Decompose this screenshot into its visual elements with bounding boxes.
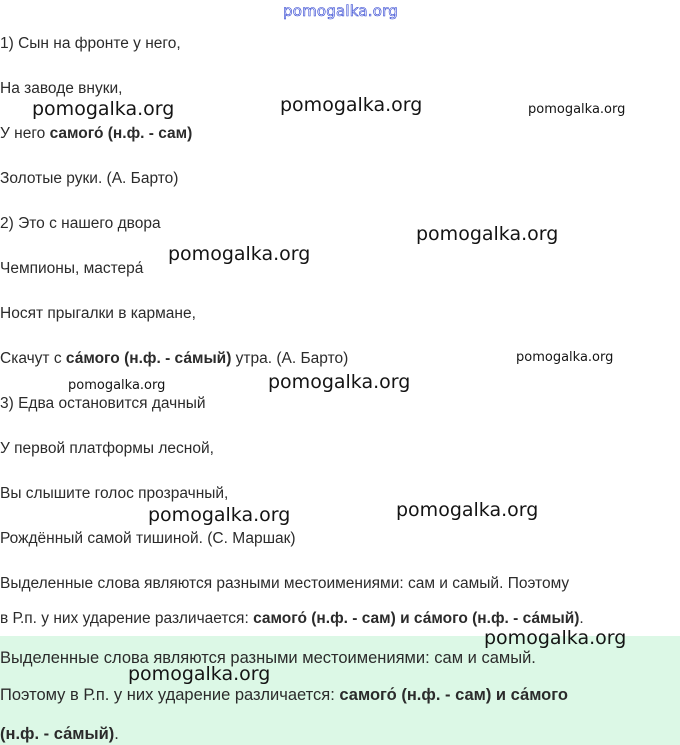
watermark: pomogalka.org: [528, 102, 626, 117]
watermark: pomogalka.org: [516, 350, 614, 365]
highlighted-words: самого́ (н.ф. - сам) и са́мого: [339, 686, 568, 704]
explanation-line: Выделенные слова являются разными местоимениями: сам и самый. Поэтому: [0, 575, 570, 592]
watermark: pomogalka.org: [128, 663, 271, 685]
watermark: pomogalka.org: [416, 223, 559, 245]
poem-line: Скачут с са́мого (н.ф. - са́мый) утра. (А. Барто): [0, 350, 349, 367]
poem-line: Рождённый самой тишиной. (С. Маршак): [0, 530, 296, 547]
highlighted-word: самого́ (н.ф. - сам): [49, 125, 193, 142]
answer-line: Выделенные слова являются разными местоимениями: сам и самый.: [0, 649, 536, 667]
highlighted-words: (н.ф. - са́мый): [0, 725, 115, 743]
watermark: pomogalka.org: [268, 371, 411, 393]
watermark: pomogalka.org: [484, 627, 627, 649]
watermark: pomogalka.org: [32, 98, 175, 120]
highlighted-word: са́мого (н.ф. - са́мый): [65, 350, 232, 367]
poem-line: Носят прыгалки в кармане,: [0, 305, 196, 322]
explanation-line: в Р.п. у них ударение различается: самого́ (н.ф. - сам) и са́мого (н.ф. - са́мый).: [0, 610, 584, 627]
poem-line: Золотые руки. (А. Барто): [0, 170, 179, 187]
poem-line: 1) Сын на фронте у него,: [0, 35, 181, 52]
poem-line: У первой платформы лесной,: [0, 440, 214, 457]
answer-box: [0, 636, 680, 745]
poem-line: Чемпионы, мастера́: [0, 260, 144, 277]
highlighted-words: самого́ (н.ф. - сам) и са́мого (н.ф. - са́мый): [253, 610, 580, 627]
watermark: pomogalka.org: [68, 378, 166, 393]
watermark-top: pomogalka.org: [283, 2, 398, 20]
poem-line: Вы слышите голос прозрачный,: [0, 485, 229, 502]
poem-line: 3) Едва остановится дачный: [0, 395, 206, 412]
poem-line: 2) Это с нашего двора: [0, 215, 161, 232]
poem-line: На заводе внуки,: [0, 80, 123, 97]
watermark: pomogalka.org: [168, 243, 311, 265]
poem-line: У него самого́ (н.ф. - сам): [0, 125, 193, 142]
watermark: pomogalka.org: [280, 94, 423, 116]
answer-line: Поэтому в Р.п. у них ударение различается: самого́ (н.ф. - сам) и са́мого: [0, 686, 568, 704]
watermark: pomogalka.org: [148, 504, 291, 526]
answer-line: (н.ф. - са́мый).: [0, 725, 119, 743]
watermark: pomogalka.org: [396, 499, 539, 521]
